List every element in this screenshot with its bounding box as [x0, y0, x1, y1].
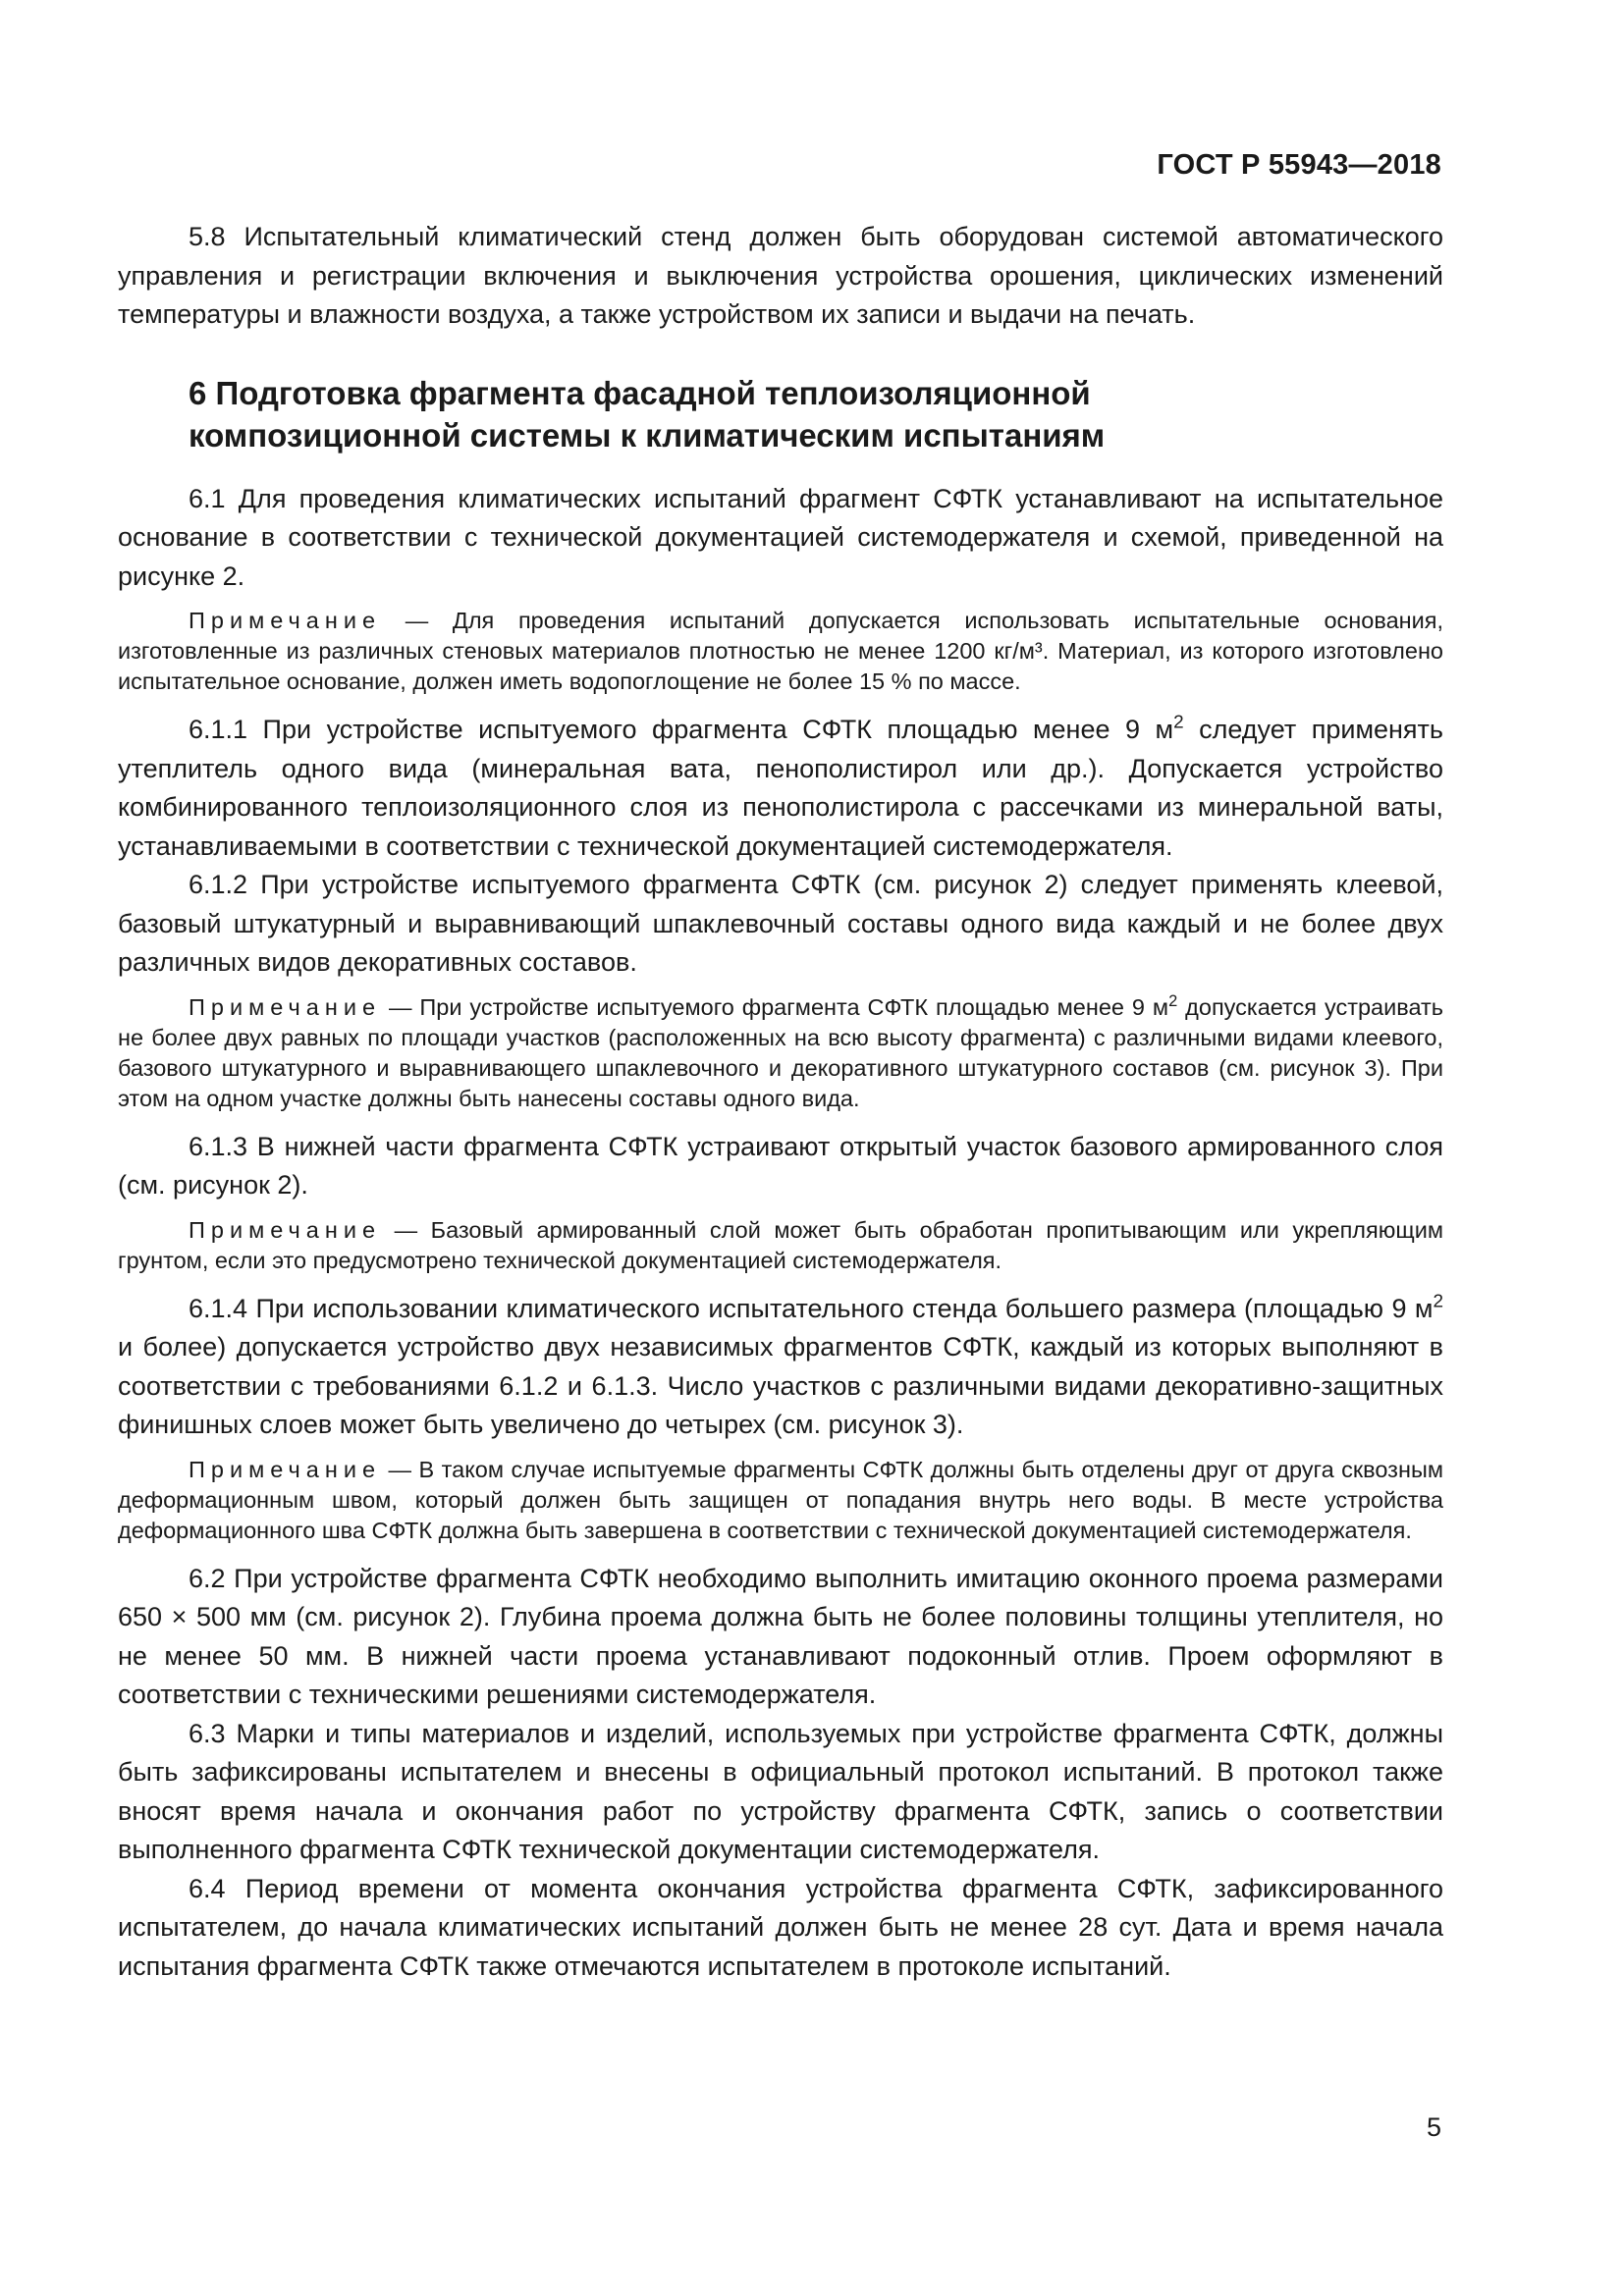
paragraph-text: 6.1.4 При использовании климатического испытательного стенда большего размера (площадью 9 м — [189, 1293, 1434, 1323]
superscript: 2 — [1173, 712, 1184, 733]
page-content — [118, 218, 1443, 1986]
page-number: 5 — [1426, 2112, 1441, 2142]
section-6-heading — [118, 372, 1443, 456]
note-text: допускается устраивать не более двух равных по площади участков (расположенных на всю высоту фрагмента) с различными видами клеевого, базового штукатурного и выравнивающего шпаклевочного и декоративного штукатурного составов (см. рисунок 3). При этом на одном участке должны быть нанесены составы одного вида. — [118, 993, 1444, 1111]
paragraph-text: 6.1.1 При устройстве испытуемого фрагмента СФТК площадью менее 9 м — [189, 715, 1174, 744]
paragraph-6-1-3: 6.1.3 В нижней части фрагмента СФТК устраивают открытый участок базового армированного слоя (см. рисунок 2). — [118, 1131, 1443, 1200]
paragraph-text: и более) допускается устройство двух независимых фрагментов СФТК, каждый из которых выполняют в соответствии с требованиями 6.1.2 и 6.1.3. Число участков с различными видами декоративно-защитных финишных слоев может быть увеличено до четырех (см. рисунок 3). — [118, 1332, 1443, 1439]
superscript: 2 — [1433, 1291, 1443, 1312]
paragraph-6-1: 6.1 Для проведения климатических испытаний фрагмент СФТК устанавливают на испытательное основание в соответствии с технической документацией системодержателя и схемой, приведенной на рисунке 2. — [118, 483, 1443, 591]
paragraph-6-1-1 — [118, 711, 1443, 866]
note-label: Примечание — [189, 1456, 382, 1482]
note-text: — В таком случае испытуемые фрагменты СФТК должны быть отделены друг от друга сквозным деформационным швом, который должен быть защищен от попадания внутрь него воды. В месте устройства деформационного шва СФТК должна быть завершена в соответствии с технической документацией системодержателя. — [118, 1456, 1443, 1543]
paragraph-5-8: 5.8 Испытательный климатический стенд должен быть оборудован системой автоматического управления и регистрации включения и выключения устройства орошения, циклических изменений температуры и влажности воздуха, а также устройством их записи и выдачи на печать. — [118, 222, 1443, 329]
paragraph-6-3: 6.3 Марки и типы материалов и изделий, используемых при устройстве фрагмента СФТК, должны быть зафиксированы испытателем и внесены в официальный протокол испытаний. В протокол также вносят время начала и окончания работ по устройству фрагмента СФТК, запись о соответствии выполненного фрагмента СФТК технической документации системодержателя. — [118, 1718, 1443, 1864]
paragraph-6-4: 6.4 Период времени от момента окончания устройства фрагмента СФТК, зафиксированного испытателем, до начала климатических испытаний должен быть не менее 28 сут. Дата и время начала испытания фрагмента СФТК также отмечаются испытателем в протоколе испытаний. — [118, 1873, 1443, 1981]
document-id-header: ГОСТ Р 55943—2018 — [1157, 149, 1441, 181]
note-6-1-2 — [118, 992, 1443, 1114]
note-label: Примечание — [189, 1216, 382, 1243]
section-6-heading-line1: 6 Подготовка фрагмента фасадной теплоизоляционной — [189, 374, 1091, 411]
note-label: Примечание — [189, 608, 382, 633]
paragraph-text: следует применять утеплитель одного вида (минеральная вата, пенополистирол или др.). Допускается устройство комбинированного теплоизоляционного слоя из пенополистирола с рассечками из минеральной ваты, устанавливаемыми в соответствии с технической документацией системодержателя. — [118, 715, 1443, 861]
paragraph-6-1-2: 6.1.2 При устройстве испытуемого фрагмента СФТК (см. рисунок 2) следует применять клеевой, базовый штукатурный и выравнивающий шпаклевочный составы одного вида каждый и не более двух различных видов декоративных составов. — [118, 870, 1443, 977]
superscript: 2 — [1168, 991, 1178, 1010]
note-6-1-3 — [118, 1215, 1443, 1276]
section-6-heading-line2: композиционной системы к климатическим испытаниям — [189, 416, 1106, 454]
note-text: — Базовый армированный слой может быть обработан пропитывающим или укрепляющим грунтом, если это предусмотрено технической документацией системодержателя. — [118, 1216, 1443, 1273]
note-text: — Для проведения испытаний допускается использовать испытательные основания, изготовленные из различных стеновых материалов плотностью не менее 1200 кг/м³. Материал, из которого изготовлено испытательное основание, должен иметь водопоглощение не более 15 % по массе. — [118, 608, 1443, 694]
paragraph-6-1-4 — [118, 1290, 1443, 1445]
note-6-1 — [118, 606, 1443, 697]
note-text: — При устройстве испытуемого фрагмента СФТК площадью менее 9 м — [381, 993, 1169, 1020]
paragraph-6-2: 6.2 При устройстве фрагмента СФТК необходимо выполнить имитацию оконного проема размерами 650 × 500 мм (см. рисунок 2). Глубина проема должна быть не более половины толщины утеплителя, но не менее 50 мм. В нижней части проема устанавливают подоконный отлив. Проем оформляют в соответствии с техническими решениями системодержателя. — [118, 1563, 1443, 1709]
note-6-1-4 — [118, 1455, 1443, 1546]
note-label: Примечание — [189, 993, 382, 1020]
